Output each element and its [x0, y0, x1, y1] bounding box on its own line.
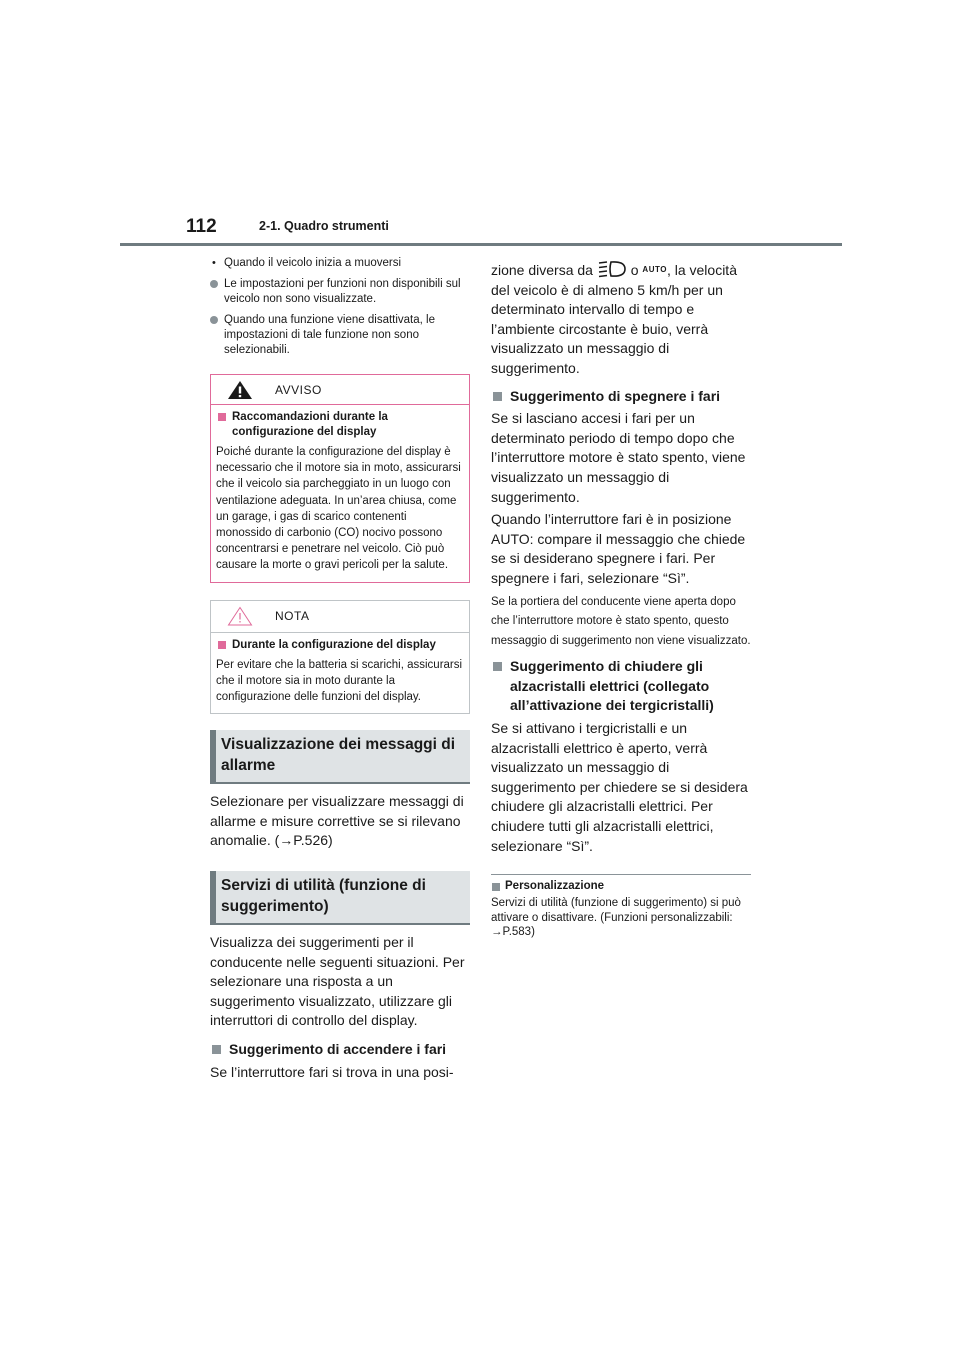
- section-text-warnings: Selezionare per visualizzare messaggi di allarme e misure correttive se si rilevano anomalie. (→P.526): [210, 793, 464, 849]
- lights-off-text: Se si lasciano accesi i fari per un determinato periodo di tempo dopo che l’interruttore motore è stato spento, viene visualizzato un messaggio di suggerimento.: [491, 410, 746, 505]
- headlight-icon: [597, 260, 627, 278]
- right-column: [491, 260, 751, 940]
- auto-icon: AUTO: [642, 265, 667, 274]
- warning-header: [211, 375, 469, 405]
- note-header: [211, 601, 469, 633]
- note-text: Per evitare che la batteria si scarichi, assicurarsi che il motore sia in moto durante la configurazione delle funzioni del display.: [216, 658, 463, 704]
- dot-bullet-icon: [210, 316, 218, 324]
- left-column: [210, 256, 470, 1082]
- note-box: [210, 600, 470, 715]
- page-number: 112: [186, 216, 217, 237]
- square-bullet-icon: [493, 662, 502, 671]
- warning-label: AVVISO: [275, 382, 322, 397]
- list-item: • Quando il veicolo inizia a muoversi: [212, 257, 402, 269]
- square-bullet-icon: [218, 641, 226, 649]
- header-rule: [120, 243, 842, 246]
- warning-subheading: Raccomandazioni durante la configurazione del display: [232, 411, 388, 438]
- list-item: Le impostazioni per funzioni non disponibili sul veicolo non sono visualizzate.: [210, 277, 470, 307]
- list-item: Quando una funzione viene disattivata, le impostazioni di tale funzione non sono selezionabili.: [210, 313, 470, 358]
- chapter-title: 2-1. Quadro strumenti: [259, 219, 389, 233]
- lights-on-text-cont: zione diversa da o $^{AUTO}$, la velocità del veicolo è di almeno 5 km/h per un determinato intervallo di tempo e l’ambiente circostante è buio, verrà visualizzato un messaggio di suggerimento.: [491, 262, 737, 376]
- dash-bullet-icon: •: [212, 257, 216, 269]
- note-subheading: Durante la configurazione del display: [232, 638, 436, 651]
- section-heading-utility: Servizi di utilità (funzione di suggerimento): [210, 871, 470, 925]
- square-bullet-icon: [492, 883, 500, 891]
- windows-text: Se si attivano i tergicristalli e un alzacristalli elettrico è aperto, verrà visualizzato un messaggio di suggerimento per chiedere se si desidera chiudere gli alzacristalli elettrici. Per chiudere tutti gli alzacristalli elettrici, selezionare “Sì”.: [491, 720, 748, 854]
- section-heading-warnings: Visualizzazione dei messaggi di allarme: [210, 730, 470, 784]
- customization-text: Servizi di utilità (funzione di suggerimento) si può attivare o disattivare. (Funzioni personalizzabili: →P.583): [491, 897, 741, 939]
- subheading-lights-off: Suggerimento di spegnere i fari: [491, 387, 751, 407]
- lights-off-small-note: Se la portiera del conducente viene aperta dopo che l’interruttore motore è stato spento, questo messaggio di suggerimento non viene visualizzato.: [491, 595, 751, 647]
- section-text-utility: Visualizza dei suggerimenti per il conducente nelle seguenti situazioni. Per selezionare una risposta a un suggerimento visualizzato, utilizzare gli interruttori di controllo del display.: [210, 934, 465, 1029]
- subheading-windows: Suggerimento di chiudere gli alzacristalli elettrici (collegato all’attivazione dei tergicristalli): [491, 657, 751, 716]
- dot-bullet-icon: [210, 280, 218, 288]
- warning-box: [210, 374, 470, 583]
- note-label: NOTA: [275, 609, 310, 624]
- warning-text: Poiché durante la configurazione del display è necessario che il motore sia in moto, assicurarsi che il veicolo sia parcheggiato in un luogo con ventilazione adeguata. In un’area chiusa, come un garage, i gas di scarico contenenti monossido di carbonio (CO) nocivo possono concentrarsi e penetrare nel veicolo. Ciò può causare la morte o gravi pericoli per la salute.: [216, 446, 461, 572]
- lights-off-auto-text: Quando l’interruttore fari è in posizione AUTO: compare il messaggio che chiede se si desiderano spegnere i fari. Per spegnere i fari, selezionare “Sì”.: [491, 511, 746, 586]
- lights-on-text-start: Se l’interruttore fari si trova in una posi-: [210, 1063, 454, 1080]
- bullet-list: [210, 256, 470, 358]
- subheading-lights-on: Suggerimento di accendere i fari: [210, 1040, 470, 1060]
- square-bullet-icon: [218, 413, 226, 421]
- end-rule: [491, 874, 751, 875]
- customization-heading: Personalizzazione: [491, 880, 751, 892]
- warning-triangle-icon: [227, 380, 253, 400]
- square-bullet-icon: [212, 1045, 221, 1054]
- caution-triangle-icon: [227, 606, 253, 626]
- square-bullet-icon: [493, 392, 502, 401]
